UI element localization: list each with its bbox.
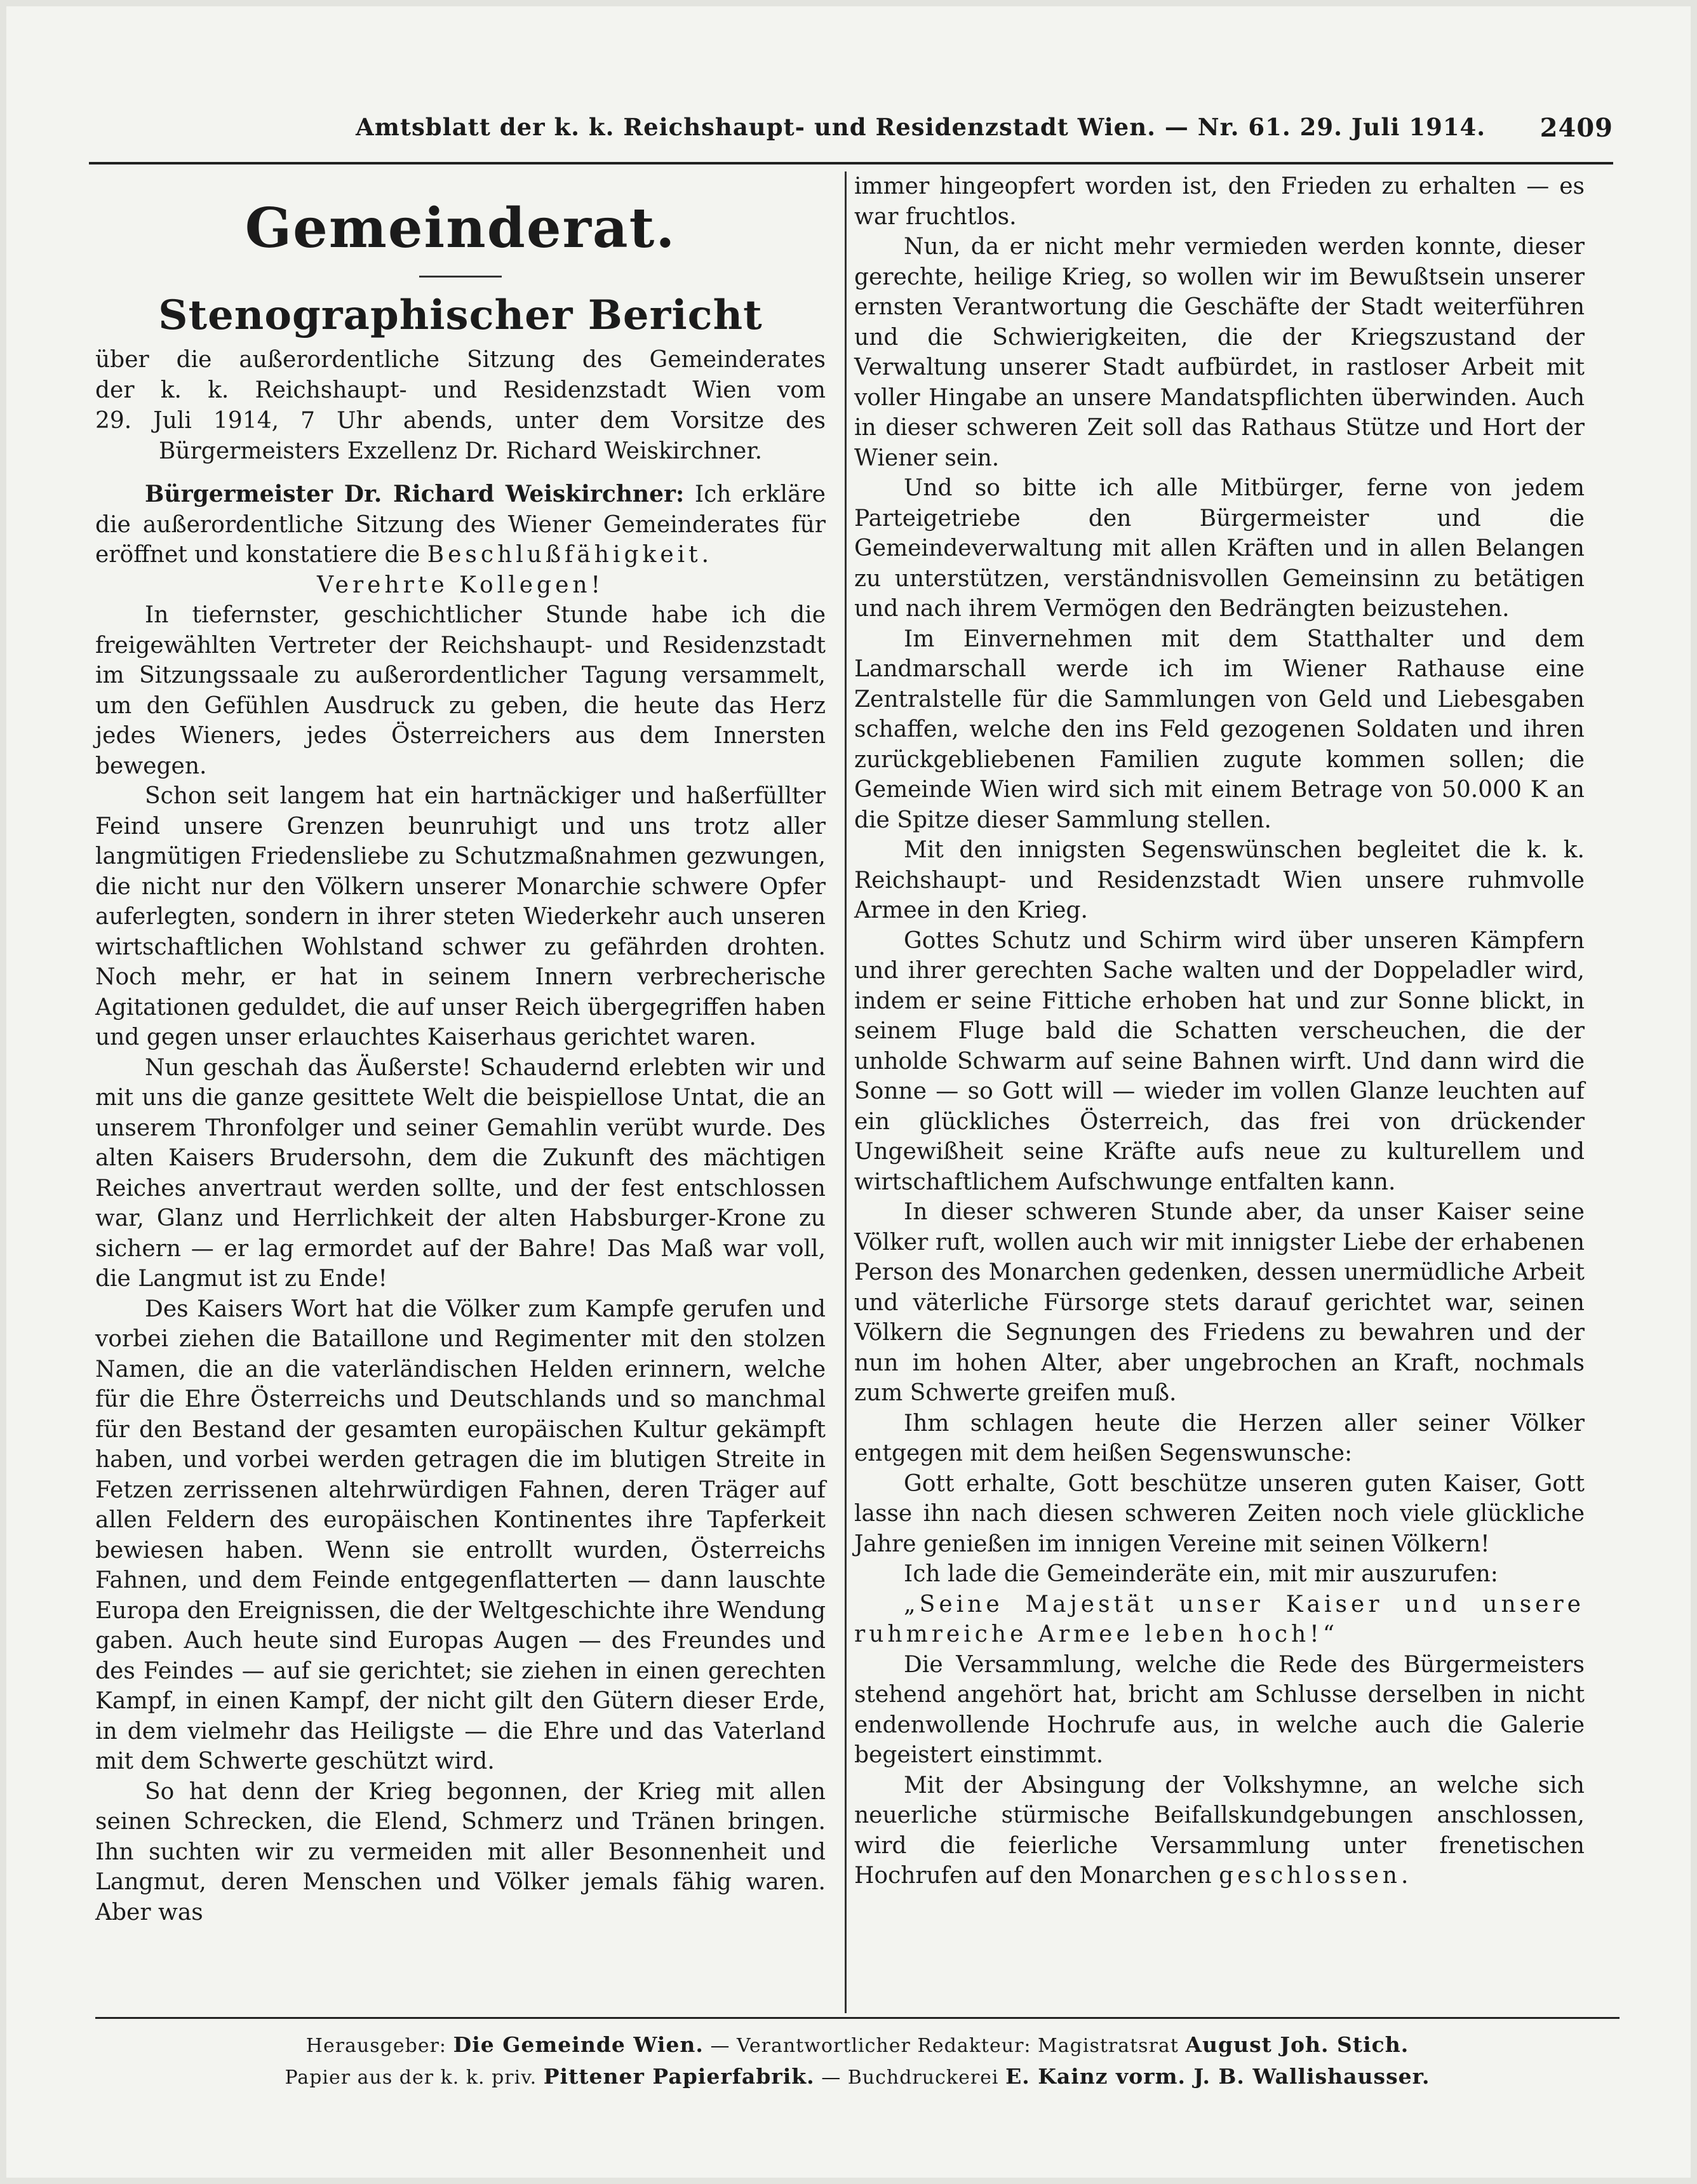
paragraph: Des Kaisers Wort hat die Völker zum Kampfe gerufen und vorbei ziehen die Bataillone und Regimenter mit den stolzen Namen, die an die vaterländischen Helden erinnern, welche für die Ehre Österreichs und Deutschlands und so manchmal für den Bestand der gesamten europäischen Kultur gekämpft haben, und vorbei werden getragen die im blutigen Streite in Fetzen zerrissenen altehrwürdigen Fahnen, deren Träger auf allen Feldern des europäischen Kontinentes ihre Tapferkeit bewiesen haben. Wenn sie entrollt wurden, Österreichs Fahnen, und dem Feinde entgegenflatterten — dann lauschte Europa den Ereignissen, die der Weltgeschichte ihre Wendung gaben. Auch heute sind Europas Augen — des Freundes und des Feindes — auf sie gerichtet; sie ziehen in einen gerechten Kampf, in einen Kampf, der nicht gilt den Gütern dieser Erde, in dem vielmehr das Heiligste — die Ehre und das Vaterland mit dem Schwerte geschützt wird. — [95, 1296, 826, 1774]
opening-spaced: Beschlußfähigkeit. — [427, 542, 713, 568]
greeting: Verehrte Kollegen! — [316, 572, 605, 598]
column-divider — [845, 171, 847, 2013]
paragraph: Die Versammlung, welche die Rede des Bürgermeisters stehend angehört hat, bricht am Schlusse derselben in nicht endenwollende Hochrufe aus, in welche auch die Galerie begeistert einstimmt. — [854, 1651, 1585, 1768]
imprint-editor: August Joh. Stich. — [1185, 2032, 1409, 2057]
report-title: Stenographischer Bericht — [158, 291, 763, 339]
imprint-publisher: Die Gemeinde Wien. — [453, 2032, 704, 2057]
intro-line: Bürgermeisters Exzellenz Dr. Richard Weiskirchner. — [158, 438, 763, 464]
paragraph: Ihm schlagen heute die Herzen aller seiner Völker entgegen mit dem heißen Segenswunsche: — [854, 1410, 1585, 1466]
paragraph: Gottes Schutz und Schirm wird über unseren Kämpfern und ihrer gerechten Sache walten und der Doppeladler wird, indem er seine Fittiche erhoben hat und zur Sonne blickt, in seinem Fluge bald die Schatten verscheuchen, die der unholde Schwarm auf seine Bahnen wirft. Und dann wird die Sonne — so Gott will — wieder im vollen Glanze leuchten auf ein glückliches Österreich, das frei von drückender Ungewißheit seine Kräfte aufs neue zu kulturellem und wirtschaftlichem Aufschwunge entfalten kann. — [854, 927, 1585, 1195]
intro-line: der k. k. Reichshaupt- und Residenzstadt Wien vom — [95, 377, 826, 403]
page-number: 2409 — [1539, 113, 1613, 143]
opening-paragraph — [95, 479, 826, 570]
title-rule — [419, 276, 502, 278]
section-title: Gemeinderat. — [245, 196, 676, 260]
page-header — [83, 95, 1613, 165]
intro-line: 29. Juli 1914, 7 Uhr abends, unter dem Vorsitze des — [95, 408, 826, 434]
paragraph: Gott erhalte, Gott beschütze unseren guten Kaiser, Gott lasse ihn nach diesen schweren Zeiten noch viele glückliche Jahre genießen im innigen Vereine mit seinen Völkern! — [854, 1470, 1585, 1557]
opening-text: Ich erkläre die außerordentliche Sitzung des Wiener Gemeinderates für eröffnet und konstatiere die — [95, 481, 826, 568]
imprint-paper-mill: Pittener Papierfabrik. — [543, 2064, 815, 2089]
closing-spaced: geschlossen. — [1219, 1863, 1412, 1889]
acclamation: „Seine Majestät unser Kaiser und unsere ruhmreiche Armee leben hoch!“ — [854, 1591, 1585, 1647]
paragraph: In tiefernster, geschichtlicher Stunde habe ich die freigewählten Vertreter der Reichshaupt- und Residenzstadt im Sitzungssaale zu außerordentlicher Tagung versammelt, um den Gefühlen Ausdruck zu geben, die heute das Herz jedes Wieners, jedes Österreichers aus dem Innersten bewegen. — [95, 602, 826, 779]
report-intro — [95, 345, 826, 467]
paragraph: Nun, da er nicht mehr vermieden werden konnte, dieser gerechte, heilige Krieg, so wollen wir im Bewußtsein unserer ernsten Verantwortung die Geschäfte der Stadt weiterführen und die Schwierigkeiten, die der Kriegszustand der Verwaltung unserer Stadt aufbürdet, in rastloser Arbeit mit voller Hingabe an unsere Mandatspflichten überwinden. Auch in dieser schweren Zeit soll das Rathaus Stütze und Hort der Wiener sein. — [854, 234, 1585, 471]
running-title: Amtsblatt der k. k. Reichshaupt- und Residenzstadt Wien. — Nr. 61. 29. Juli 1914. — [356, 113, 1486, 141]
paragraph: immer hingeopfert worden ist, den Frieden zu erhalten — es war fruchtlos. — [854, 173, 1585, 230]
paragraph: Und so bitte ich alle Mitbürger, ferne von jedem Parteigetriebe den Bürgermeister und die Gemeindeverwaltung mit allen Kräften und in allen Belangen zu unterstützen, verständnisvollen Gemeinsinn zu betätigen und nach ihrem Vermögen den Bedrängten beizustehen. — [854, 475, 1585, 622]
speaker-name: Bürgermeister Dr. Richard Weiskirchner: — [145, 481, 685, 507]
paragraph: Schon seit langem hat ein hartnäckiger und haßerfüllter Feind unsere Grenzen beunruhigt und uns trotz aller langmütigen Friedensliebe zu Schutzmaßnahmen gezwungen, die nicht nur den Völkern unserer Monarchie schwere Opfer auferlegten, sondern in ihrer steten Wiederkehr auch unseren wirtschaftlichen Wohlstand schwer zu gefährden drohten. Noch mehr, er hat in seinem Innern verbrecherische Agitationen geduldet, die auf unser Reich übergegriffen haben und gegen unser erlauchtes Kaiserhaus gerichtet waren. — [95, 783, 826, 1050]
paragraph: Ich lade die Gemeinderäte ein, mit mir auszurufen: — [904, 1561, 1498, 1587]
header-rule — [89, 162, 1613, 164]
footer-rule — [95, 2017, 1620, 2019]
imprint-text: — Verantwortlicher Redakteur: Magistratsrat — [710, 2035, 1179, 2057]
closing-text: Mit der Absingung der Volkshymne, an welche sich neuerliche stürmische Beifallskundgebungen anschlossen, wird die feierliche Versammlung unter frenetischen Hochrufen auf den Monarchen — [854, 1772, 1585, 1889]
paragraph: So hat denn der Krieg begonnen, der Krieg mit allen seinen Schrecken, die Elend, Schmerz und Tränen bringen. Ihn suchten wir zu vermeiden mit aller Besonnenheit und Langmut, deren Menschen und Völker jemals fähig waren. Aber was — [95, 1778, 826, 1926]
paragraph: Mit den innigsten Segenswünschen begleitet die k. k. Reichshaupt- und Residenzstadt Wien unsere ruhmvolle Armee in den Krieg. — [854, 837, 1585, 923]
imprint-line-1 — [95, 2032, 1620, 2057]
intro-line: über die außerordentliche Sitzung des Gemeinderates — [95, 347, 826, 373]
closing-paragraph — [854, 1771, 1585, 1891]
left-column — [95, 171, 826, 1927]
paragraph: Im Einvernehmen mit dem Statthalter und dem Landmarschall werde ich im Wiener Rathause eine Zentralstelle für die Sammlungen von Geld und Liebesgaben schaffen, welche den ins Feld gezogenen Soldaten und ihren zurückgebliebenen Familien zugute kommen sollen; die Gemeinde Wien wird sich mit einem Betrage von 50.000 K an die Spitze dieser Sammlung stellen. — [854, 626, 1585, 833]
imprint-line-2 — [95, 2064, 1620, 2089]
right-column — [854, 171, 1585, 1891]
imprint-text: Herausgeber: — [305, 2035, 447, 2057]
paragraph: In dieser schweren Stunde aber, da unser Kaiser seine Völker ruft, wollen auch wir mit innigster Liebe der erhabenen Person des Monarchen gedenken, dessen unermüdliche Arbeit und väterliche Fürsorge stets darauf gerichtet war, seinen Völkern die Segnungen des Friedens zu bewahren und der nun im hohen Alter, aber ungebrochen an Kraft, nochmals zum Schwerte greifen muß. — [854, 1199, 1585, 1406]
imprint-text: — Buchdruckerei — [821, 2067, 999, 2089]
imprint-text: Papier aus der k. k. priv. — [285, 2067, 537, 2089]
paragraph: Nun geschah das Äußerste! Schaudernd erlebten wir und mit uns die ganze gesittete Welt die beispiellose Untat, die an unserem Thronfolger und seiner Gemahlin verübt wurde. Des alten Kaisers Brudersohn, dem die Zukunft des mächtigen Reiches anvertraut werden sollte, und der fest entschlossen war, Glanz und Herrlichkeit der alten Habsburger-Krone zu sichern — er lag ermordet auf der Bahre! Das Maß war voll, die Langmut ist zu Ende! — [95, 1054, 826, 1292]
imprint-printer: E. Kainz vorm. J. B. Wallishausser. — [1005, 2064, 1430, 2089]
